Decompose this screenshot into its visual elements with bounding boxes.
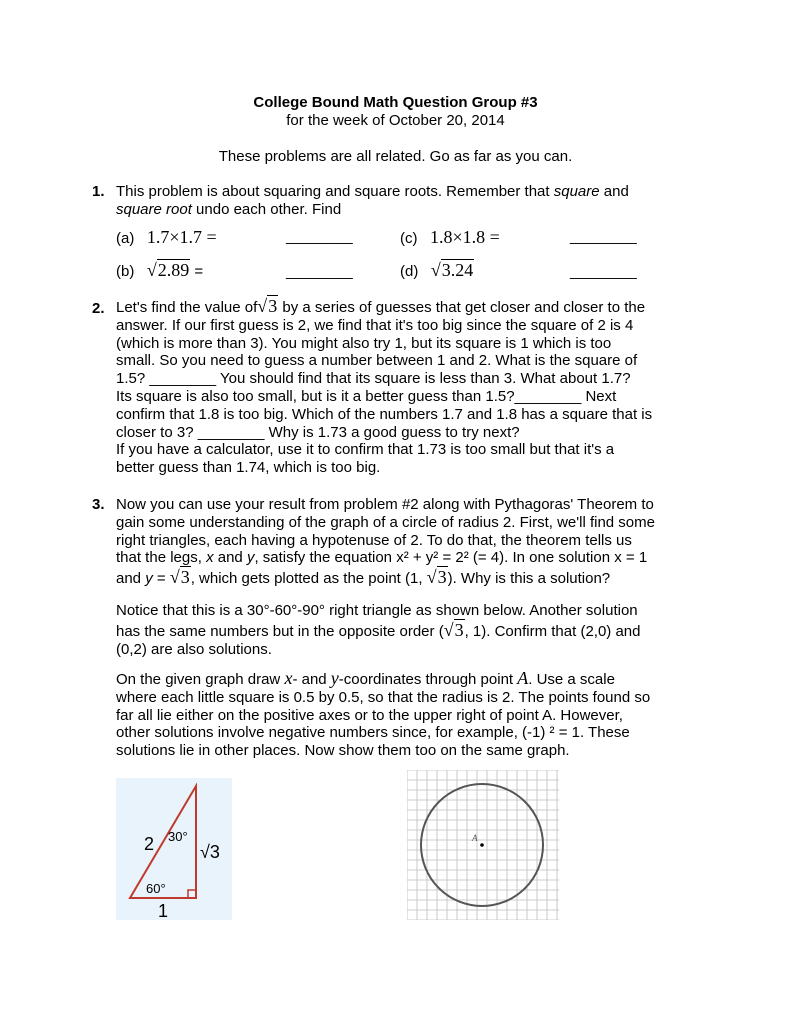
page-title: College Bound Math Question Group #3 [253, 94, 538, 111]
q1-item-d: (d) √3.24 [400, 260, 474, 280]
intro-text: These problems are all related. Go as far as you can. [218, 148, 573, 165]
vertical-leg-label: √3 [200, 842, 220, 862]
q3-text-p3: On the given graph draw x- and y-coordinates through point A. Use a scale where each little square is 0.5 by 0.5, so that the radius is 2. The points found so far all lie either on the positive axes or to the upper right of point A. However, other solutions involve negative numbers since, for example, (-1) ² = 1. These solutions lie in other places. Now show them too on the same graph. [116, 668, 651, 760]
triangle-figure [116, 778, 232, 920]
q3-number: 3. [92, 496, 105, 513]
q3-text-p1: Now you can use your result from problem #2 along with Pythagoras' Theorem to gain some understanding of the graph of a circle of radius 2. First, we'll find some right triangles, each having a hypotenuse of 2. To do that, the theorem tells us that the legs, x and y, satisfy the equation x² + y² = 2² (= 4). In one solution x = 1 and y = √3, which gets plotted as the point (1, √3). Why is this a solution? [116, 496, 655, 588]
graph-grid[interactable] [407, 770, 559, 920]
q3-text-p2: Notice that this is a 30°-60°-90° right triangle as shown below. Another solution has the same numbers but in the opposite order (√3, 1). Confirm that (2,0) and (0,2) are also solutions. [116, 602, 641, 658]
q1-number: 1. [92, 183, 105, 200]
q1-item-c-blank[interactable]: ________ [570, 228, 637, 245]
q2-text: Let's find the value of√3 by a series of guesses that get closer and closer to the answer. If our first guess is 2, we find that it's too big since the square of 2 is 4 (which is more than 3). You might also try 1, but its square is 1 which is too small. So you need to guess a number between 1 and 2. What is the square of 1.5? ________ You should find that its square is less than 3. What about 1.7? Its square is also too small, but is it a better guess than 1.5?________ Next confirm that 1.8 is too big. Which of the numbers 1.7 and 1.8 has a square that is closer to 3? ________ Why is 1.73 a good guess to try next? If you have a calculator, use it to confirm that 1.73 is too small but that it's a better guess than 1.74, which is too big. [116, 296, 653, 477]
q1-item-d-blank[interactable]: ________ [570, 263, 637, 280]
q1-item-b: (b) √2.89 = [116, 260, 204, 280]
q1-item-c: (c) 1.8×1.8 = [400, 227, 500, 247]
circle-graph[interactable] [407, 770, 559, 920]
q1-item-a: (a) 1.7×1.7 = [116, 227, 217, 247]
q1-item-b-blank[interactable]: ________ [286, 263, 353, 280]
point-a [480, 843, 484, 847]
triangle-diagram [116, 778, 232, 920]
hyp-label: 2 [144, 834, 155, 854]
point-a-label: A [472, 833, 478, 843]
page-subtitle: for the week of October 20, 2014 [286, 112, 505, 129]
q2-number: 2. [92, 300, 105, 317]
q1-item-a-blank[interactable]: ________ [286, 228, 353, 245]
q1-text: This problem is about squaring and square roots. Remember that square and square root undo each other. Find [116, 183, 629, 218]
top-angle-label: 30° [168, 829, 188, 844]
base-label: 1 [158, 901, 169, 920]
bottom-angle-label: 60° [146, 881, 166, 896]
